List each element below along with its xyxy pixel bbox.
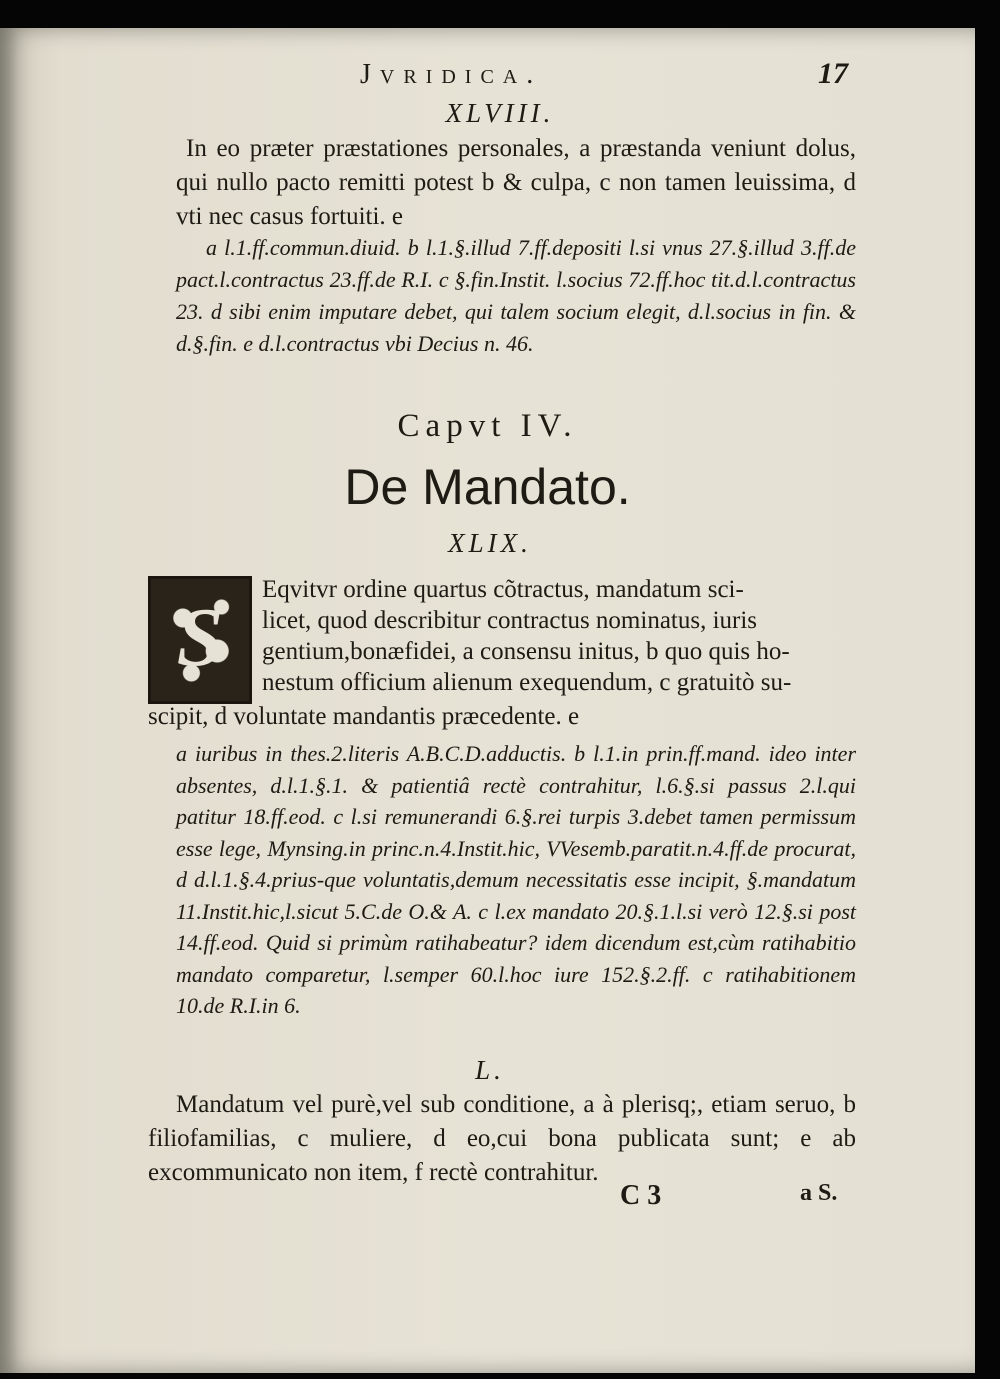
chapter-title: De Mandato. <box>344 459 631 515</box>
section-49-opening <box>262 574 856 698</box>
running-head: Jvridica. <box>360 59 543 90</box>
section-number-50: L. <box>475 1055 505 1085</box>
section-number-49: XLIX. <box>448 528 532 558</box>
section-48-notes: a l.1.ff.commun.diuid. b l.1.§.illud 7.ff.depositi l.si vnus 27.§.illud 3.ff.de pact.l.contractus 23.ff.de R.I. c §.fin.Instit. l.socius 72.ff.hoc tit.d.l.contractus 23. d sibi enim imputare debet, qui talem socium elegit, d.l.socius in fin. & d.§.fin. e d.l.contractus vbi Decius n. 46. <box>176 235 856 356</box>
opening-line: nestum officium alienum exequendum, c gratuitò su- <box>262 669 792 696</box>
section-50-text: Mandatum vel purè,vel sub conditione, a à plerisq;, etiam seruo, b filiofamilias, c muliere, d eo,cui bona publicata sunt; e ab excommunicato non item, f rectè contrahitur. <box>148 1091 856 1186</box>
section-48-text: In eo præter præstationes personales, a præstanda veniunt dolus, qui nullo pacto remitti potest b & culpa, c non tamen leuissima, d vti nec casus fortuiti. e <box>176 135 856 230</box>
catchword: a S. <box>800 1180 838 1206</box>
book-page <box>0 28 975 1373</box>
opening-line: gentium,bonæfidei, a consensu initus, b quo quis ho- <box>262 638 790 665</box>
page-number: 17 <box>818 57 848 90</box>
opening-line: Eqvitvr ordine quartus cõtractus, mandatum sci- <box>262 576 744 603</box>
page-header <box>0 53 975 93</box>
section-number-48: XLVIII. <box>445 98 555 128</box>
chapter-heading: Capvt IV. <box>397 408 578 444</box>
initial-letter: S <box>176 591 224 684</box>
section-49-text-rest: scipit, d voluntate mandantis præcedente. e <box>148 703 580 730</box>
opening-line: licet, quod describitur contractus nominatus, iuris <box>262 607 758 634</box>
signature-mark: C 3 <box>620 1180 662 1211</box>
decorated-initial <box>148 576 252 704</box>
section-49-notes: a iuribus in thes.2.literis A.B.C.D.adductis. b l.1.in prin.ff.mand. ideo inter absentes, d.l.1.§.1. & patientiâ rectè contrahitur, l.6.§.si passus 2.l.qui patitur 18.ff.eod. c l.si remunerandi 6.§.rei turpis 3.debet tamen permissum esse lege, Mynsing.in princ.n.4.Instit.hic, VVesemb.paratit.n.4.ff.de procurat, d d.l.1.§.4.prius-que voluntatis,demum necessitatis esse incipit, §.mandatum 11.Instit.hic,l.sicut 5.C.de O.& A. c l.ex mandato 20.§.1.l.si verò 12.§.si post 14.ff.eod. Quid si primùm ratihabeatur? idem dicendum est,cùm ratihabitio mandato comparetur, l.semper 60.l.hoc iure 152.§.2.ff. c ratihabitionem 10.de R.I.in 6. <box>176 741 856 1018</box>
